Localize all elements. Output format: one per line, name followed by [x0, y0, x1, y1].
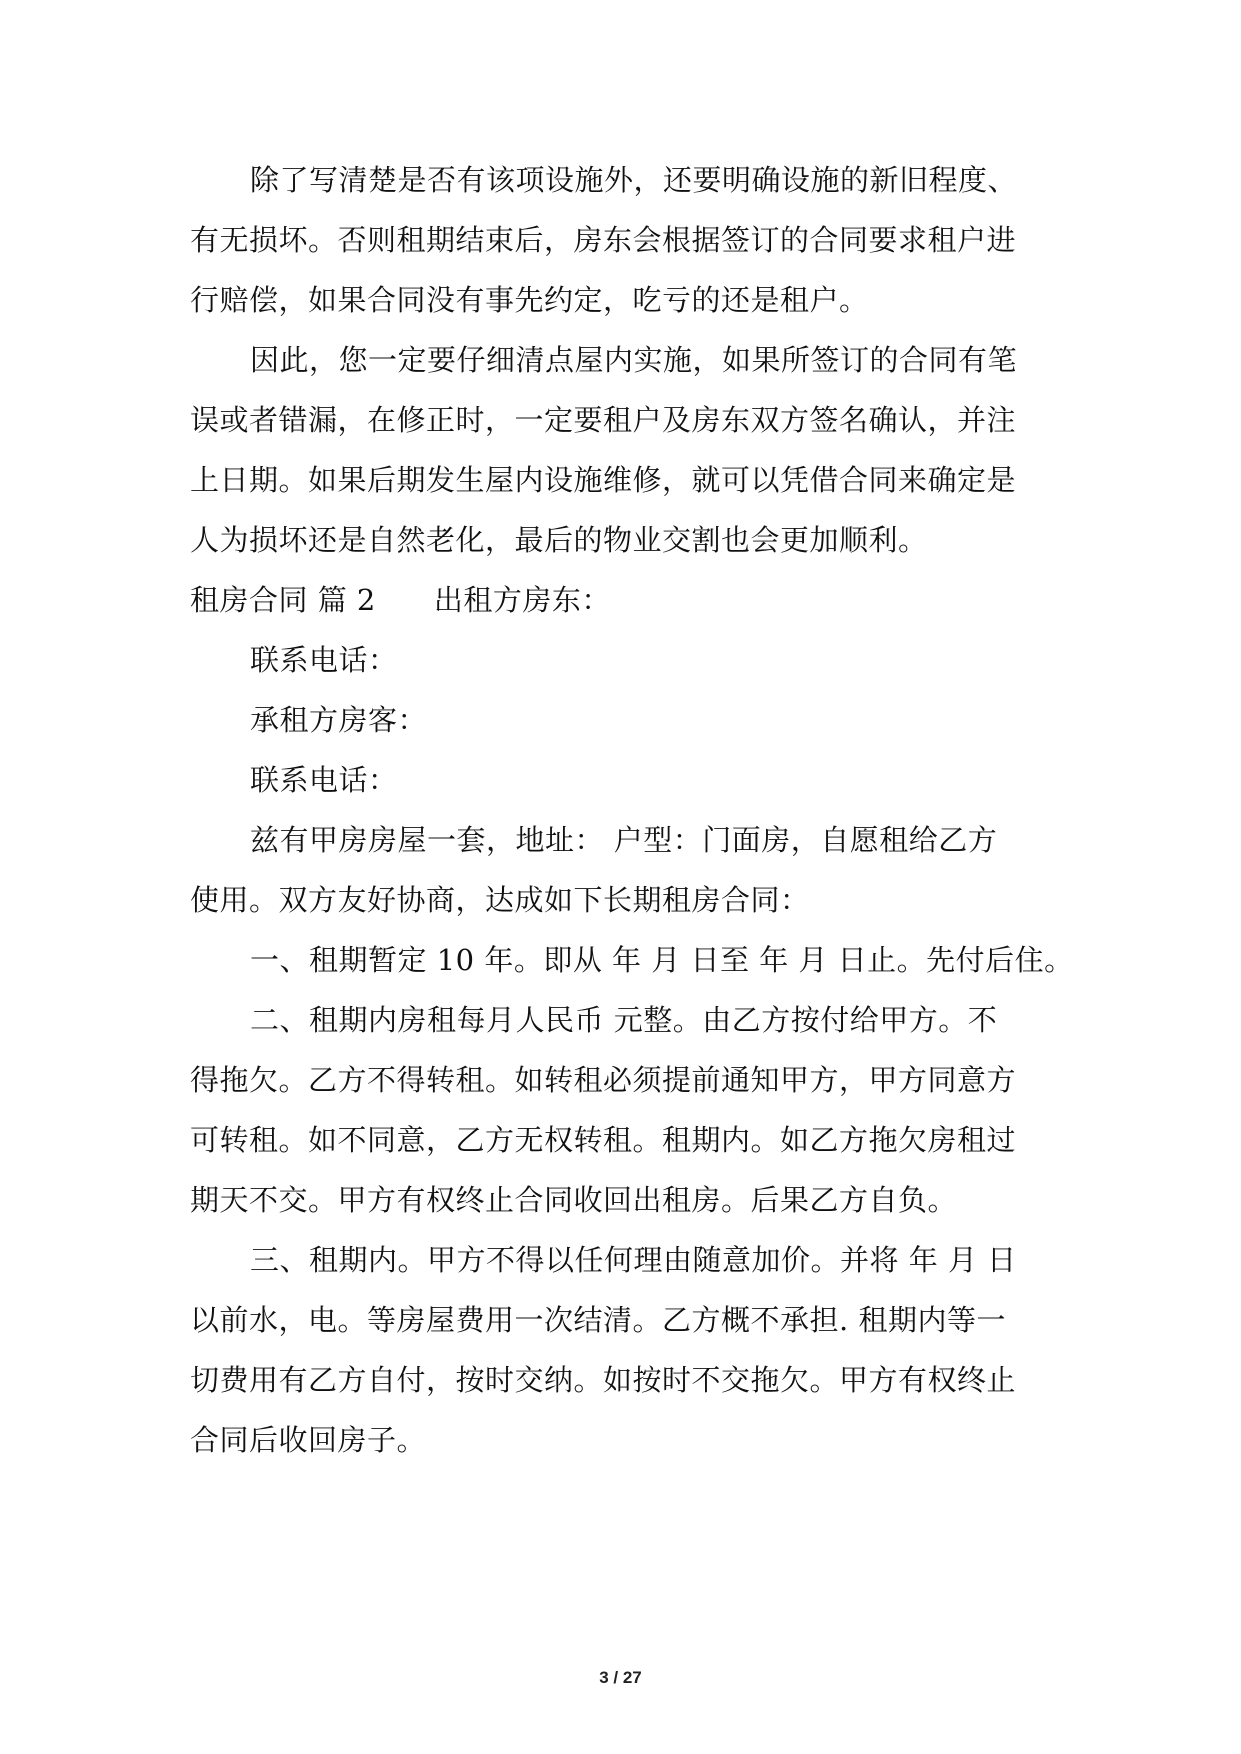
paragraph-1-line-3: 行赔偿，如果合同没有事先约定，吃亏的还是租户。 — [190, 283, 869, 317]
landlord-phone-label: 联系电话： — [250, 643, 398, 677]
landlord-label: 出租方房东： — [433, 583, 611, 617]
contract-intro-line-2: 使用。双方友好协商，达成如下长期租房合同： — [190, 883, 810, 917]
clause-2-line-2: 得拖欠。乙方不得转租。如转租必须提前通知甲方，甲方同意方 — [190, 1063, 1017, 1097]
tenant-label: 承租方房客： — [250, 703, 428, 737]
clause-2-line-3: 可转租。如不同意，乙方无权转租。租期内。如乙方拖欠房租过 — [190, 1123, 1017, 1157]
clause-2-line-1: 二、租期内房租每月人民币 元整。由乙方按付给甲方。不 — [250, 1003, 998, 1037]
clause-3-line-1: 三、租期内。甲方不得以任何理由随意加价。并将 年 月 日 — [250, 1243, 1017, 1277]
clause-3-line-3: 切费用有乙方自付，按时交纳。如按时不交拖欠。甲方有权终止 — [190, 1363, 1017, 1397]
paragraph-1-line-1: 除了写清楚是否有该项设施外，还要明确设施的新旧程度、 — [250, 163, 1018, 197]
paragraph-2-line-4: 人为损坏还是自然老化，最后的物业交割也会更加顺利。 — [190, 523, 928, 557]
clause-2-line-4: 期天不交。甲方有权终止合同收回出租房。后果乙方自负。 — [190, 1183, 958, 1217]
contract-intro-line-1: 兹有甲房房屋一套，地址： 户型：门面房，自愿租给乙方 — [250, 823, 998, 857]
section-title: 租房合同 篇 2 — [190, 583, 376, 617]
paragraph-2-line-3: 上日期。如果后期发生屋内设施维修，就可以凭借合同来确定是 — [190, 463, 1017, 497]
paragraph-2-line-1: 因此，您一定要仔细清点屋内实施，如果所签订的合同有笔 — [250, 343, 1018, 377]
tenant-phone-label: 联系电话： — [250, 763, 398, 797]
clause-3-line-4: 合同后收回房子。 — [190, 1423, 427, 1457]
page-number: 3 / 27 — [599, 1668, 642, 1687]
paragraph-2-line-2: 误或者错漏，在修正时，一定要租户及房东双方签名确认，并注 — [190, 403, 1017, 437]
paragraph-1-line-2: 有无损坏。否则租期结束后，房东会根据签订的合同要求租户进 — [190, 223, 1017, 257]
clause-1-line-1: 一、租期暂定 10 年。即从 年 月 日至 年 月 日止。先付后住。 — [250, 943, 1074, 977]
clause-3-line-2: 以前水，电。等房屋费用一次结清。乙方概不承担. 租期内等一 — [190, 1303, 1006, 1337]
section-heading — [190, 580, 611, 620]
